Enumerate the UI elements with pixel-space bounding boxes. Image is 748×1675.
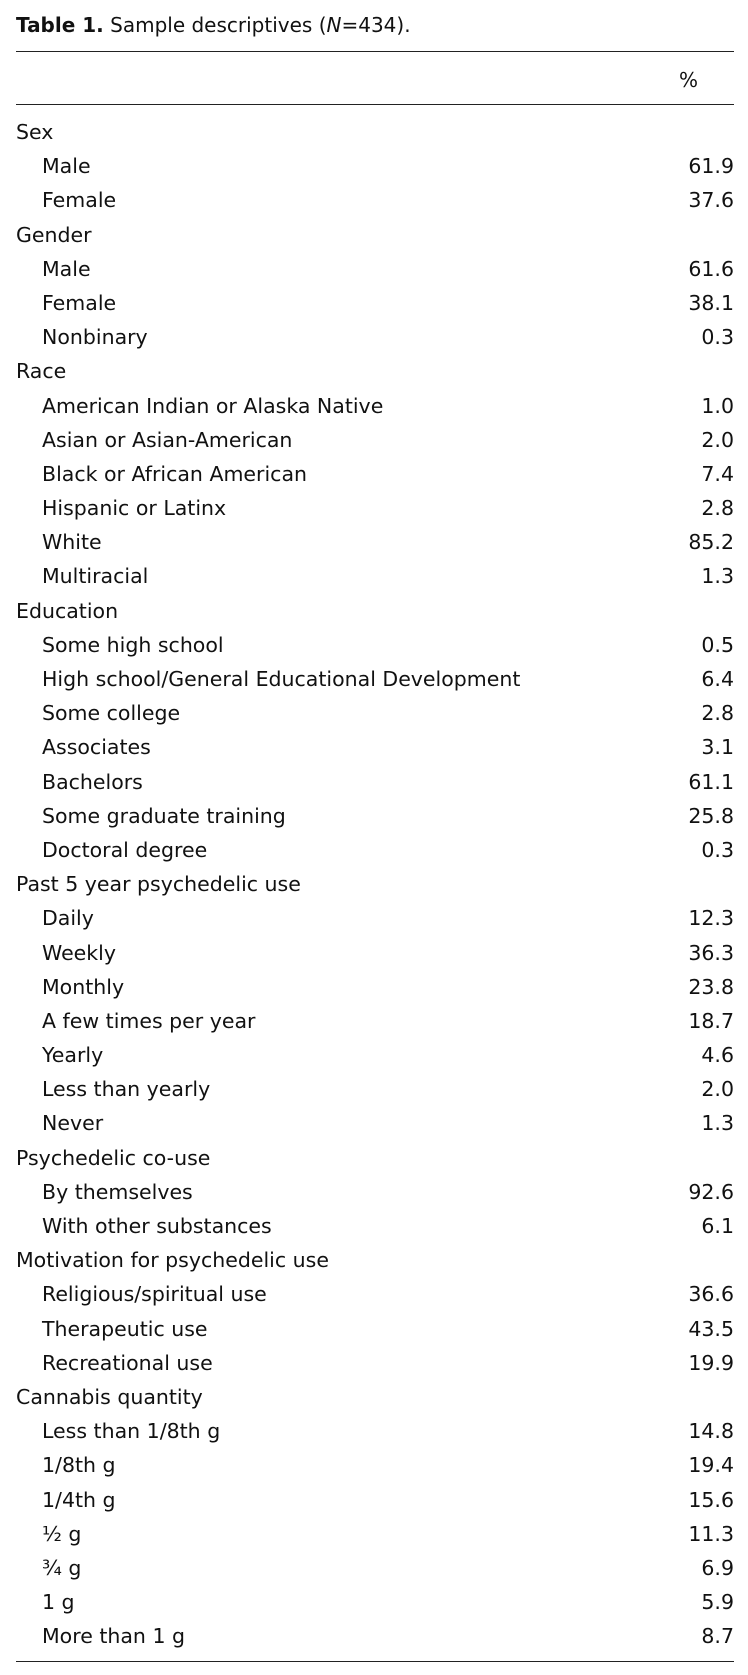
percent-value: 6.1 — [701, 1214, 734, 1238]
table-group-row — [16, 1380, 734, 1414]
table-row — [16, 525, 734, 559]
group-label: Education — [16, 598, 119, 623]
percent-value: 5.9 — [701, 1590, 734, 1615]
percent-value: 11.3 — [688, 1521, 734, 1546]
row-label: Bachelors — [42, 769, 143, 794]
group-label: Psychedelic co-use — [16, 1145, 211, 1170]
percent-value: 61.9 — [688, 154, 734, 179]
table-row — [16, 628, 734, 662]
table-row — [16, 1277, 734, 1311]
row-label: Multiracial — [42, 564, 149, 589]
row-label: Asian or Asian-American — [42, 427, 293, 452]
table-row — [16, 1551, 734, 1585]
percent-value: 19.9 — [688, 1350, 734, 1375]
row-label: By themselves — [42, 1179, 193, 1204]
row-label: Black or African American — [42, 461, 307, 486]
row-label: 1 g — [42, 1590, 75, 1615]
row-label: Hispanic or Latinx — [42, 496, 227, 521]
group-label: Sex — [16, 120, 54, 144]
percent-value: 15.6 — [688, 1487, 734, 1512]
table-row — [16, 491, 734, 525]
table-row — [16, 389, 734, 423]
group-label: Cannabis quantity — [16, 1384, 203, 1409]
percent-value: 92.6 — [688, 1179, 734, 1204]
row-label: Yearly — [42, 1043, 104, 1068]
row-label: With other substances — [42, 1214, 272, 1238]
table-group-row — [16, 115, 734, 149]
row-label: Monthly — [42, 974, 125, 999]
percent-value: 2.0 — [701, 1077, 734, 1102]
table-bottom-rule — [16, 1661, 734, 1662]
table-group-row — [16, 218, 734, 252]
percent-value: 1.3 — [701, 1111, 734, 1136]
percent-value: 7.4 — [701, 461, 734, 486]
table-row — [16, 1038, 734, 1072]
table-header-rule — [16, 104, 734, 105]
table-row — [16, 559, 734, 593]
percent-value: 1.0 — [701, 393, 734, 418]
row-label: Less than yearly — [42, 1077, 211, 1102]
table-row — [16, 730, 734, 764]
row-label: More than 1 g — [42, 1624, 186, 1649]
table-row — [16, 970, 734, 1004]
percent-value: 25.8 — [688, 803, 734, 828]
percent-value: 0.3 — [701, 325, 734, 350]
percent-value: 43.5 — [688, 1316, 734, 1341]
percent-value: 19.4 — [688, 1453, 734, 1478]
row-label: Religious/spiritual use — [42, 1282, 267, 1307]
row-label: High school/General Educational Development — [42, 667, 521, 691]
percent-value: 6.9 — [701, 1555, 734, 1580]
table-group-row — [16, 1141, 734, 1175]
row-label: 1/8th g — [42, 1453, 116, 1478]
row-label: Weekly — [42, 940, 116, 965]
table-row — [16, 1585, 734, 1619]
row-label: Never — [42, 1111, 104, 1136]
table-group-row — [16, 1243, 734, 1277]
table-group-row — [16, 354, 734, 388]
table-row — [16, 799, 734, 833]
table-label: Table 1. — [16, 13, 104, 37]
row-label: Some high school — [42, 632, 224, 657]
table-row — [16, 286, 734, 320]
table-row — [16, 320, 734, 354]
table-row — [16, 901, 734, 935]
row-label: Associates — [42, 735, 151, 760]
caption-text-before: Sample descriptives ( — [110, 13, 327, 37]
group-label: Race — [16, 359, 67, 384]
table-row — [16, 423, 734, 457]
table-group-row — [16, 594, 734, 628]
percent-value: 14.8 — [688, 1419, 734, 1444]
row-label: Recreational use — [42, 1350, 213, 1375]
row-label: Female — [42, 188, 117, 213]
percent-value: 37.6 — [688, 188, 734, 213]
row-label: Male — [42, 154, 91, 179]
table-row — [16, 1448, 734, 1482]
row-label: ¾ g — [42, 1555, 82, 1580]
group-label: Past 5 year psychedelic use — [16, 872, 301, 897]
group-label: Gender — [16, 222, 92, 247]
table-row — [16, 1004, 734, 1038]
row-label: American Indian or Alaska Native — [42, 393, 384, 418]
table-row — [16, 457, 734, 491]
row-label: Male — [42, 256, 91, 281]
table-row — [16, 1209, 734, 1243]
row-label: ½ g — [42, 1521, 82, 1546]
percent-value: 61.1 — [688, 769, 734, 794]
table-row — [16, 765, 734, 799]
row-label: White — [42, 530, 102, 555]
percent-value: 36.6 — [688, 1282, 734, 1307]
percent-value: 3.1 — [701, 735, 734, 760]
table-row — [16, 1106, 734, 1140]
percent-value: 23.8 — [688, 974, 734, 999]
percent-value: 6.4 — [701, 667, 734, 691]
group-label: Motivation for psychedelic use — [16, 1248, 329, 1273]
table-row — [16, 1312, 734, 1346]
table-group-row — [16, 867, 734, 901]
table-row — [16, 696, 734, 730]
percent-column-header: % — [678, 68, 698, 92]
percent-value: 36.3 — [688, 940, 734, 965]
row-label: Some college — [42, 701, 181, 726]
percent-value: 38.1 — [688, 290, 734, 315]
table-row — [16, 1483, 734, 1517]
row-label: 1/4th g — [42, 1487, 116, 1512]
percent-value: 12.3 — [688, 906, 734, 931]
percent-value: 61.6 — [688, 256, 734, 281]
sample-size-symbol: N — [326, 13, 342, 37]
table-row — [16, 936, 734, 970]
percent-value: 18.7 — [688, 1008, 734, 1033]
table-row — [16, 1175, 734, 1209]
row-label: Daily — [42, 906, 94, 931]
percent-value: 4.6 — [701, 1043, 734, 1068]
table-row — [16, 1072, 734, 1106]
percent-value: 85.2 — [688, 530, 734, 555]
table-row — [16, 1517, 734, 1551]
percent-value: 2.8 — [701, 701, 734, 726]
table-caption — [16, 10, 411, 40]
row-label: Less than 1/8th g — [42, 1419, 221, 1444]
table-row — [16, 662, 734, 696]
caption-text-after: =434). — [341, 13, 411, 37]
row-label: A few times per year — [42, 1008, 256, 1033]
row-label: Doctoral degree — [42, 837, 208, 862]
percent-value: 2.0 — [701, 427, 734, 452]
table-row — [16, 1346, 734, 1380]
row-label: Female — [42, 290, 117, 315]
percent-value: 1.3 — [701, 564, 734, 589]
percent-value: 0.5 — [701, 632, 734, 657]
row-label: Therapeutic use — [42, 1316, 208, 1341]
table-row — [16, 1414, 734, 1448]
percent-value: 2.8 — [701, 496, 734, 521]
table-row — [16, 1619, 734, 1653]
table-row — [16, 833, 734, 867]
table-row — [16, 252, 734, 286]
table-row — [16, 183, 734, 217]
table-top-rule — [16, 51, 734, 52]
row-label: Nonbinary — [42, 325, 148, 350]
table-body — [16, 115, 734, 1653]
percent-value: 8.7 — [701, 1624, 734, 1649]
row-label: Some graduate training — [42, 803, 286, 828]
table-row — [16, 149, 734, 183]
percent-value: 0.3 — [701, 837, 734, 862]
